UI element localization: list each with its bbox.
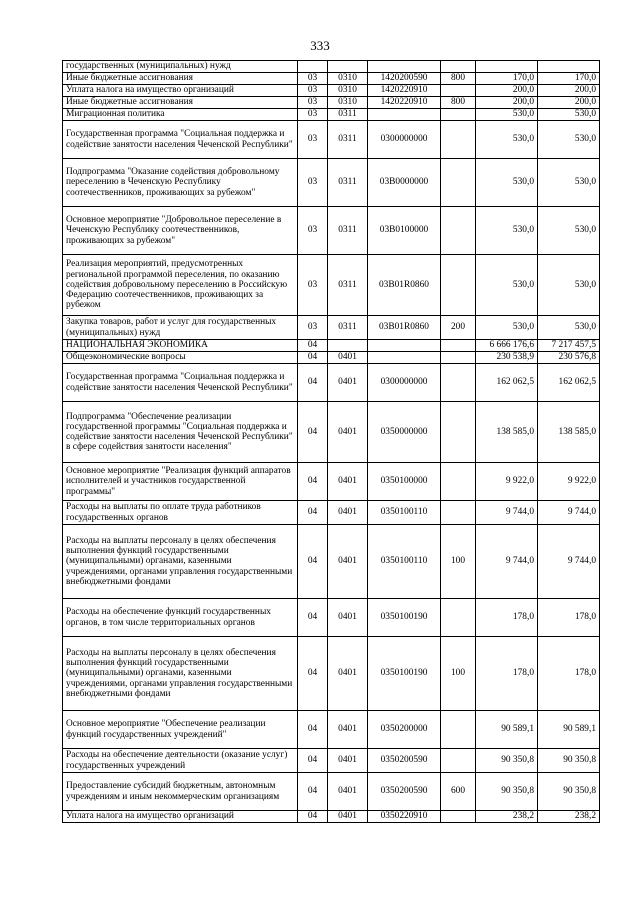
row-subsection: 0401	[328, 402, 368, 463]
row-expense-type	[441, 61, 476, 73]
row-amount-year2: 530,0	[538, 255, 600, 316]
row-amount-year2: 530,0	[538, 316, 600, 340]
row-subsection	[328, 340, 368, 352]
row-amount-year1: 230 538,9	[476, 352, 538, 364]
row-subsection: 0311	[328, 109, 368, 121]
row-target-article: 03В01R0860	[368, 316, 441, 340]
row-amount-year1: 530,0	[476, 207, 538, 255]
row-expense-type	[441, 599, 476, 637]
row-amount-year2: 530,0	[538, 121, 600, 159]
row-name: Предоставление субсидий бюджетным, автономным учреждениям и иным некоммерческим организациям	[63, 773, 298, 811]
row-amount-year2: 162 062,5	[538, 364, 600, 402]
row-target-article: 03В0000000	[368, 159, 441, 207]
row-subsection: 0401	[328, 773, 368, 811]
row-expense-type: 800	[441, 97, 476, 109]
row-section: 03	[298, 109, 328, 121]
row-name: Реализация мероприятий, предусмотренных региональной программой переселения, по оказанию содействия добровольному переселению в Российскую Федерацию соотечественников, проживающих за рубежом	[63, 255, 298, 316]
table-row	[63, 340, 600, 352]
row-target-article: 0300000000	[368, 364, 441, 402]
row-expense-type: 100	[441, 525, 476, 599]
row-target-article: 0350000000	[368, 402, 441, 463]
row-name: Основное мероприятие "Добровольное переселение в Чеченскую Республику соотечественников, проживающих за рубежом"	[63, 207, 298, 255]
row-amount-year1: 162 062,5	[476, 364, 538, 402]
row-amount-year2: 178,0	[538, 637, 600, 711]
row-name: Государственная программа "Социальная поддержка и содействие занятости населения Чеченской Республики"	[63, 364, 298, 402]
row-subsection: 0310	[328, 85, 368, 97]
row-section: 04	[298, 637, 328, 711]
row-expense-type: 600	[441, 773, 476, 811]
row-target-article: 0350100000	[368, 463, 441, 501]
row-amount-year2: 90 350,8	[538, 749, 600, 773]
row-amount-year2: 200,0	[538, 85, 600, 97]
row-target-article: 0350200590	[368, 773, 441, 811]
row-name: Расходы на выплаты персоналу в целях обеспечения выполнения функций государственными (муниципальными) органами, казенными учреждениями, органами управления государственными внебюджетными фондами	[63, 637, 298, 711]
row-section: 04	[298, 340, 328, 352]
table-row	[63, 402, 600, 463]
row-name: государственных (муниципальных) нужд	[63, 61, 298, 73]
row-amount-year1	[476, 61, 538, 73]
row-expense-type	[441, 501, 476, 525]
table-row	[63, 159, 600, 207]
row-section: 03	[298, 97, 328, 109]
row-section: 03	[298, 255, 328, 316]
row-name: НАЦИОНАЛЬНАЯ ЭКОНОМИКА	[63, 340, 298, 352]
row-amount-year1: 178,0	[476, 637, 538, 711]
row-section: 04	[298, 711, 328, 749]
row-expense-type	[441, 255, 476, 316]
row-amount-year2: 170,0	[538, 73, 600, 85]
row-amount-year1: 200,0	[476, 97, 538, 109]
row-name: Подпрограмма "Обеспечение реализации государственной программы "Социальная поддержка и содействие занятости населения Чеченской Республики" в сфере содействия занятости населения"	[63, 402, 298, 463]
row-expense-type	[441, 159, 476, 207]
row-target-article	[368, 61, 441, 73]
row-expense-type: 200	[441, 316, 476, 340]
row-section	[298, 61, 328, 73]
table-row	[63, 773, 600, 811]
row-amount-year2: 9 744,0	[538, 501, 600, 525]
row-amount-year2: 530,0	[538, 159, 600, 207]
table-row	[63, 85, 600, 97]
row-amount-year1: 6 666 176,6	[476, 340, 538, 352]
row-subsection: 0310	[328, 97, 368, 109]
table-row	[63, 749, 600, 773]
row-section: 04	[298, 525, 328, 599]
row-section: 04	[298, 352, 328, 364]
table-row	[63, 109, 600, 121]
row-expense-type	[441, 207, 476, 255]
row-subsection: 0401	[328, 352, 368, 364]
row-amount-year1: 530,0	[476, 255, 538, 316]
row-expense-type	[441, 352, 476, 364]
row-name: Миграционная политика	[63, 109, 298, 121]
row-expense-type	[441, 711, 476, 749]
row-target-article: 03В01R0860	[368, 255, 441, 316]
row-amount-year2	[538, 61, 600, 73]
row-section: 04	[298, 599, 328, 637]
row-amount-year1: 238,2	[476, 811, 538, 823]
row-subsection: 0311	[328, 121, 368, 159]
row-subsection: 0401	[328, 811, 368, 823]
row-section: 03	[298, 159, 328, 207]
row-section: 03	[298, 207, 328, 255]
row-amount-year2: 178,0	[538, 599, 600, 637]
row-section: 03	[298, 316, 328, 340]
row-amount-year2: 9 922,0	[538, 463, 600, 501]
row-name: Основное мероприятие "Обеспечение реализации функций государственных учреждений"	[63, 711, 298, 749]
row-amount-year2: 90 350,8	[538, 773, 600, 811]
row-target-article	[368, 352, 441, 364]
row-expense-type	[441, 109, 476, 121]
row-amount-year1: 530,0	[476, 316, 538, 340]
row-amount-year2: 9 744,0	[538, 525, 600, 599]
row-amount-year1: 530,0	[476, 159, 538, 207]
table-row	[63, 97, 600, 109]
row-target-article: 03В0100000	[368, 207, 441, 255]
row-expense-type: 100	[441, 637, 476, 711]
row-expense-type	[441, 402, 476, 463]
table-row	[63, 207, 600, 255]
table-row	[63, 637, 600, 711]
row-name: Подпрограмма "Оказание содействия добровольному переселению в Чеченскую Республику соотечественников, проживающих за рубежом"	[63, 159, 298, 207]
row-section: 04	[298, 749, 328, 773]
table-row	[63, 364, 600, 402]
row-amount-year1: 9 744,0	[476, 501, 538, 525]
budget-table	[62, 60, 600, 823]
row-target-article: 0300000000	[368, 121, 441, 159]
table-row	[63, 121, 600, 159]
row-amount-year1: 138 585,0	[476, 402, 538, 463]
row-expense-type	[441, 749, 476, 773]
row-section: 04	[298, 501, 328, 525]
row-subsection: 0311	[328, 207, 368, 255]
table-row	[63, 525, 600, 599]
row-name: Расходы на выплаты персоналу в целях обеспечения выполнения функций государственными (муниципальными) органами, казенными учреждениями, органами управления государственными внебюджетными фондами	[63, 525, 298, 599]
row-amount-year1: 178,0	[476, 599, 538, 637]
row-target-article: 1420200590	[368, 73, 441, 85]
row-amount-year2: 7 217 457,5	[538, 340, 600, 352]
row-target-article	[368, 109, 441, 121]
table-row	[63, 352, 600, 364]
row-amount-year1: 9 922,0	[476, 463, 538, 501]
row-expense-type	[441, 364, 476, 402]
row-target-article: 0350220910	[368, 811, 441, 823]
row-subsection: 0401	[328, 501, 368, 525]
row-name: Иные бюджетные ассигнования	[63, 73, 298, 85]
table-row	[63, 463, 600, 501]
row-target-article: 0350100110	[368, 525, 441, 599]
row-subsection: 0401	[328, 749, 368, 773]
row-amount-year1: 530,0	[476, 121, 538, 159]
row-target-article: 0350200590	[368, 749, 441, 773]
table-row	[63, 501, 600, 525]
row-name: Уплата налога на имущество организаций	[63, 811, 298, 823]
row-expense-type	[441, 811, 476, 823]
row-section: 04	[298, 402, 328, 463]
row-name: Расходы на выплаты по оплате труда работников государственных органов	[63, 501, 298, 525]
row-amount-year1: 200,0	[476, 85, 538, 97]
row-name: Иные бюджетные ассигнования	[63, 97, 298, 109]
row-subsection: 0401	[328, 637, 368, 711]
row-section: 04	[298, 811, 328, 823]
row-target-article: 0350200000	[368, 711, 441, 749]
row-target-article: 0350100190	[368, 599, 441, 637]
row-target-article: 1420220910	[368, 97, 441, 109]
row-target-article: 0350100190	[368, 637, 441, 711]
row-name: Расходы на обеспечение деятельности (оказание услуг) государственных учреждений	[63, 749, 298, 773]
table-row	[63, 811, 600, 823]
row-amount-year2: 238,2	[538, 811, 600, 823]
row-name: Общеэкономические вопросы	[63, 352, 298, 364]
table-row	[63, 711, 600, 749]
row-amount-year1: 90 350,8	[476, 749, 538, 773]
table-row	[63, 316, 600, 340]
row-section: 03	[298, 121, 328, 159]
row-subsection: 0401	[328, 525, 368, 599]
row-subsection: 0401	[328, 463, 368, 501]
row-section: 03	[298, 85, 328, 97]
row-subsection: 0311	[328, 159, 368, 207]
row-amount-year2: 230 576,8	[538, 352, 600, 364]
table-row	[63, 255, 600, 316]
row-expense-type	[441, 85, 476, 97]
row-expense-type	[441, 463, 476, 501]
row-target-article: 0350100110	[368, 501, 441, 525]
row-section: 03	[298, 73, 328, 85]
row-target-article: 1420220910	[368, 85, 441, 97]
row-target-article	[368, 340, 441, 352]
row-subsection: 0311	[328, 255, 368, 316]
row-amount-year2: 530,0	[538, 109, 600, 121]
row-expense-type	[441, 121, 476, 159]
row-section: 04	[298, 364, 328, 402]
row-amount-year1: 9 744,0	[476, 525, 538, 599]
row-amount-year1: 90 350,8	[476, 773, 538, 811]
row-amount-year1: 170,0	[476, 73, 538, 85]
row-name: Основное мероприятие "Реализация функций аппаратов исполнителей и участников государственной программы"	[63, 463, 298, 501]
row-section: 04	[298, 463, 328, 501]
table-row	[63, 73, 600, 85]
row-subsection: 0311	[328, 316, 368, 340]
row-name: Закупка товаров, работ и услуг для государственных (муниципальных) нужд	[63, 316, 298, 340]
row-amount-year2: 138 585,0	[538, 402, 600, 463]
row-amount-year1: 90 589,1	[476, 711, 538, 749]
row-amount-year2: 530,0	[538, 207, 600, 255]
row-subsection: 0401	[328, 599, 368, 637]
row-section: 04	[298, 773, 328, 811]
row-name: Государственная программа "Социальная поддержка и содействие занятости населения Чеченской Республики"	[63, 121, 298, 159]
page-number: 333	[310, 38, 330, 53]
row-subsection: 0401	[328, 364, 368, 402]
row-name: Расходы на обеспечение функций государственных органов, в том числе территориальных органов	[63, 599, 298, 637]
row-amount-year2: 90 589,1	[538, 711, 600, 749]
table-row	[63, 599, 600, 637]
row-amount-year1: 530,0	[476, 109, 538, 121]
row-expense-type	[441, 340, 476, 352]
row-amount-year2: 200,0	[538, 97, 600, 109]
table-row	[63, 61, 600, 73]
row-expense-type: 800	[441, 73, 476, 85]
row-subsection	[328, 61, 368, 73]
row-subsection: 0310	[328, 73, 368, 85]
row-subsection: 0401	[328, 711, 368, 749]
row-name: Уплата налога на имущество организаций	[63, 85, 298, 97]
